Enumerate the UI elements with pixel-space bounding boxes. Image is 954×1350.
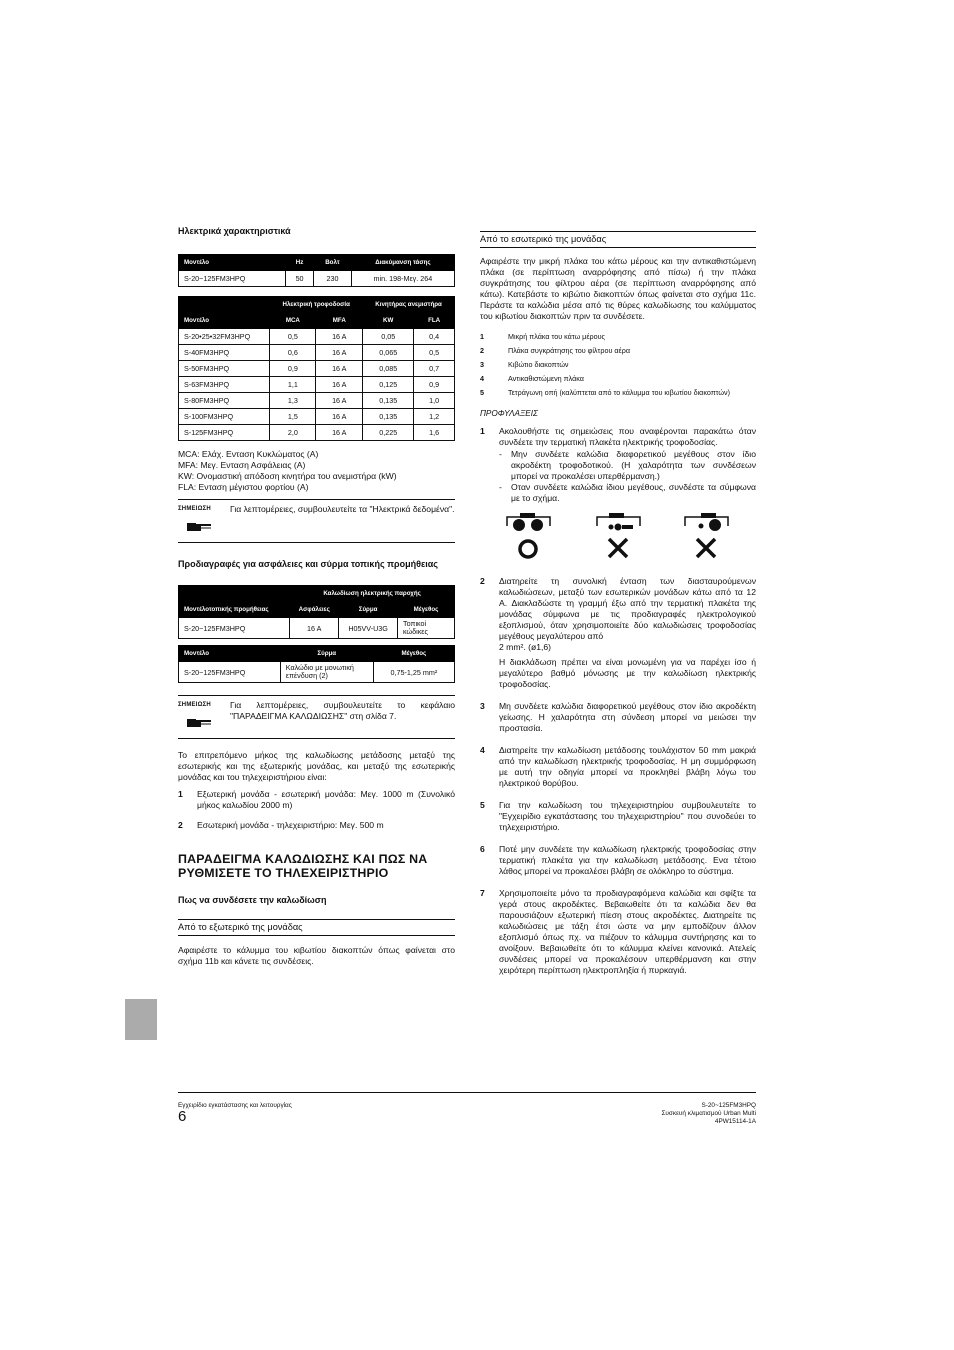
cell: 0,5 xyxy=(270,329,316,345)
list-item xyxy=(178,789,455,811)
th-empty xyxy=(179,586,290,602)
table-body xyxy=(179,329,455,441)
footer-product: Συσκευή κλιματισμού Urban Multi xyxy=(661,1110,756,1117)
caution-text: Διατηρείτε τη συνολική ένταση των διασταυρούμενων καλωδιώσεων, μεταξύ των εσωτερικών μονάδων κάτω από τα 12 A. Διακλαδώστε τη γραμμή έξω από την τερματική πλακέτα της μονάδας σύμφωνα με τις προδιαγραφές ηλεκτρολογικού εξοπλισμού, όταν χρησιμοποιείτε δύο καλωδιώσεις τροφοδοσίας μεγέθους μεγαλύτερου από xyxy=(499,576,756,641)
caution-text: Η διακλάδωση πρέπει να είναι μονωμένη για να παρέχει ίσο ή μεγαλύτερο βαθμό μόνωσης με την καλωδίωση ηλεκτρικής τροφοδοσίας. xyxy=(499,657,756,689)
cell: 0,75-1,25 mm² xyxy=(373,662,454,683)
item-text: Μικρή πλάκα του κάτω μέρους xyxy=(508,332,606,341)
list-item xyxy=(178,820,455,831)
caution-text: Χρησιμοποιείτε μόνο τα προδιαγραφόμενα καλώδια και σφίξτε τα γερά στους ακροδέκτες. Βεβαιωθείτε ότι τα καλώδια δεν θα παρουσιάζουν εξωτερική πίεση στους ακροδέκτες. Διατηρείτε τις καλωδιώσεις με τάξη έτσι ώστε να μην εμποδίζουν άλλον εξοπλισμό όπως πχ. να πιέζουν το κάλυμμα συντήρησης και το ανοίξουν. Βεβαιωθείτε ότι το κάλυμμα κλείνει κανονικά. Ατελείς συνδέσεις μπορεί να προκαλέσουν υπερθέρμανση και στην χειρότερη περίπτωση ηλεκτροπληξία ή πυρκαγιά. xyxy=(499,888,756,975)
th-hz: Hz xyxy=(286,255,314,271)
cell: 0,7 xyxy=(414,361,455,377)
item-text: Αντικαθιστώμενη πλάκα xyxy=(508,374,584,383)
cell: S-63FM3HPQ xyxy=(179,377,270,393)
cell: 0,225 xyxy=(363,425,414,441)
inside-text: Αφαιρέστε την μικρή πλάκα του κάτω μέρους και την αντικαθιστώμενη πλάκα (σε περίπτωση αναρρόφησης από πίσω) ή την πλάκα συγκράτησης του φίλτρου αέρα (σε περίπτωση αναρρόφησης από κάτω). Κατεβάστε το κιβώτιο διακοπτών όπως φαίνεται στο σχήμα 11c. Περάστε τα καλώδια μέσα από τις θύρες καλωδίωσης του καλύμματος του κιβωτίου διακοπτών πριν τα συνδέσετε. xyxy=(480,256,756,321)
figure-wrong-1 xyxy=(597,513,640,557)
caution-item: 6 Ποτέ μην συνδέετε την καλωδίωση ηλεκτρικής τροφοδοσίας στην τερματική πλακέτα για την καλωδίωση μετάδοσης. Ενα τέτοιο λάθος μπορεί να προκαλέσει βλάβη σε ολόκληρο το σύστημα. xyxy=(480,844,756,876)
table-row xyxy=(179,329,455,345)
note-label-text: ΣΗΜΕΙΩΣΗ xyxy=(178,506,211,512)
th-size: Μέγεθος xyxy=(373,646,454,662)
list-item xyxy=(480,332,756,341)
item-number: 3 xyxy=(480,360,484,369)
th-mca: MCA xyxy=(270,313,316,329)
th-model: Μοντέλοτοπικής προμήθειας xyxy=(179,602,290,618)
legend xyxy=(178,449,455,493)
caution-item: 1 Ακολουθήστε τις σημειώσεις που αναφέρονται παρακάτω όταν συνδέετε την τερματική πλακέτα ηλεκτρικής τροφοδοσίας. - Μην συνδέετε καλώδια διαφορετικού μεγέθους στον ίδιο ακροδέκτη τροφοδοτικού. (Η χαλαρότητα των συνδέσεων μπορεί να προκαλέσει υπερθέρμανση.) - Οταν συνδέετε καλώδια ίδιου μεγέθους, συνδέστε τα σύμφωνα με το σχήμα. xyxy=(480,426,756,564)
footer-manual-title: Εγχειρίδιο εγκατάστασης και λειτουργίας xyxy=(178,1102,292,1109)
item-text: Τετράγωνη οπή (καλύπτεται από το κάλυμμα του κιβωτίου διακοπτών) xyxy=(508,388,731,397)
item-number: 1 xyxy=(178,789,183,799)
cell: min. 198-Μεγ. 264 xyxy=(351,271,454,287)
dash-item: - Οταν συνδέετε καλώδια ίδιου μεγέθους, συνδέστε τα σύμφωνα με το σχήμα. xyxy=(499,482,756,503)
note-text: Για λεπτομέρειες, συμβουλευτείτε το κεφάλαιο "ΠΑΡΑΔΕΙΓΜΑ ΚΑΛΩΔΙΩΣΗΣ" στη σλίδα 7. xyxy=(230,700,455,721)
terminal-connection-figure xyxy=(505,511,750,561)
item-text: Πλάκα συγκράτησης του φίλτρου αέρα xyxy=(508,346,630,355)
right-column xyxy=(480,231,756,976)
table-fuse xyxy=(178,585,455,639)
note-hand-icon xyxy=(187,716,213,728)
figure-correct xyxy=(507,513,550,557)
th-mfa: MFA xyxy=(316,313,363,329)
parts-list xyxy=(480,332,756,397)
cell: 1,0 xyxy=(414,393,455,409)
cell: 2,0 xyxy=(270,425,316,441)
item-number: 4 xyxy=(480,374,484,383)
note-box xyxy=(178,695,455,739)
cell: 0,4 xyxy=(414,329,455,345)
caution-text: Ακολουθήστε τις σημειώσεις που αναφέρονται παρακάτω όταν συνδέετε την τερματική πλακέτα ηλεκτρικής τροφοδοσίας. xyxy=(499,426,756,447)
cell: S-80FM3HPQ xyxy=(179,393,270,409)
cell: 0,9 xyxy=(414,377,455,393)
list-item xyxy=(480,374,756,383)
th-voltage-range: Διακύμανση τάσης xyxy=(351,255,454,271)
list-item xyxy=(480,360,756,369)
table-electrical xyxy=(178,296,455,441)
cell: 0,5 xyxy=(414,345,455,361)
note-label xyxy=(178,700,230,733)
left-column xyxy=(178,226,455,967)
caution-heading: ΠΡΟΦΥΛΑΞΕΙΣ xyxy=(480,409,538,418)
caution-item: 5 Για την καλωδίωση του τηλεχειριστηρίου συμβουλευτείτε το "Εγχειρίδιο εγκατάστασης του τηλεχειριστηρίου" που συνοδεύει το τηλεχειριστήριο. xyxy=(480,800,756,832)
caution-text: Μη συνδέετε καλώδια διαφορετικού μεγέθους στον ίδιο ακροδέκτη γείωσης. Η χαλαρότητα στη σύνδεση μπορεί να μειώσει την προστασία. xyxy=(499,701,756,733)
th-size: Μέγεθος xyxy=(398,602,455,618)
table-row xyxy=(179,662,455,683)
cell: 16 A xyxy=(316,361,363,377)
cell: 16 A xyxy=(316,329,363,345)
th-kw: KW xyxy=(363,313,414,329)
cell: 1,6 xyxy=(414,425,455,441)
cell: S-20~125FM3HPQ xyxy=(179,618,290,639)
note-box xyxy=(178,499,455,543)
item-number: 5 xyxy=(480,388,484,397)
legend-item: KW: Ονομαστική απόδοση κινητήρα του ανεμιστήρα (kW) xyxy=(178,471,397,481)
cell: S-20~125FM3HPQ xyxy=(179,271,286,287)
cell: 1,5 xyxy=(270,409,316,425)
legend-item: FLA: Ενταση μέγιστου φορτίου (A) xyxy=(178,482,309,492)
th-fla: FLA xyxy=(414,313,455,329)
cell: 0,05 xyxy=(363,329,414,345)
section-title-electrical: Ηλεκτρικά χαρακτηριστικά xyxy=(178,226,291,236)
cell: 16 A xyxy=(316,425,363,441)
footer-rule xyxy=(178,1092,756,1093)
cell: H05VV-U3G xyxy=(339,618,398,639)
section-title-fuse: Προδιαγραφές για ασφάλειες και σύρμα τοπικής προμήθειας xyxy=(178,559,438,569)
cell: 1,3 xyxy=(270,393,316,409)
item-text: Εξωτερική μονάδα - εσωτερική μονάδα: Μεγ. 1000 m (Συνολικό μήκος καλωδίου 2000 m) xyxy=(197,789,455,810)
th-model: Μοντέλο xyxy=(179,646,281,662)
dash-text: Οταν συνδέετε καλώδια ίδιου μεγέθους, συνδέστε τα σύμφωνα με το σχήμα. xyxy=(511,482,756,503)
caution-item: 4 Διατηρείτε την καλωδίωση μετάδοσης τουλάχιστον 50 mm μακριά από την καλωδίωση ηλεκτρικής τροφοδοσίας. Η μη συμμόρφωση με αυτή την οδηγία μπορεί να προκληθεί βλάβη λόγω του ηλεκτρικού θορύβου. xyxy=(480,745,756,788)
page-number: 6 xyxy=(178,1108,187,1125)
subsection-title-howto: Πως να συνδέσετε την καλωδίωση xyxy=(178,895,327,905)
th-volt: Βολτ xyxy=(314,255,352,271)
legend-item: MCA: Ελάχ. Ενταση Κυκλώματος (A) xyxy=(178,449,319,459)
subhead-inside: Από το εσωτερικό της μονάδας xyxy=(480,231,756,248)
cell: S-125FM3HPQ xyxy=(179,425,270,441)
footer-model: S-20~125FM3HPQ xyxy=(701,1102,756,1109)
cell: S-50FM3HPQ xyxy=(179,361,270,377)
item-text: Εσωτερική μονάδα - τηλεχειριστήριο: Μεγ. 500 m xyxy=(197,820,384,830)
footer-doc-code: 4PW15114-1A xyxy=(714,1118,756,1125)
subhead-outside: Από το εξωτερικό της μονάδας xyxy=(178,919,455,936)
cell: Καλώδιο με μονωτική επένδυση (2) xyxy=(280,662,373,683)
table-row xyxy=(179,409,455,425)
th-fan-motor: Κινητήρας ανεμιστήρα xyxy=(363,297,455,313)
footer-right xyxy=(661,1102,756,1126)
section-heading-wiring-example: ΠΑΡΑΔΕΙΓΜΑ ΚΑΛΩΔΙΩΣΗΣ ΚΑΙ ΠΩΣ ΝΑ ΡΥΘΜΙΣΕΤΕ ΤΟ ΤΗΛΕΧΕΙΡΙΣΤΗΡΙΟ xyxy=(178,852,428,880)
th-supply-wiring: Καλωδίωση ηλεκτρικής παροχής xyxy=(290,586,455,602)
cell: Τοπικοί κώδικες xyxy=(398,618,455,639)
table-transmission xyxy=(178,645,455,683)
table-row xyxy=(179,425,455,441)
outside-text: Αφαιρέστε το κάλυμμα του κιβωτίου διακοπτών όπως φαίνεται στο σχήμα 11b και κάνετε τις συνδέσεις. xyxy=(178,945,455,966)
caution-item: 3 Μη συνδέετε καλώδια διαφορετικού μεγέθους στον ίδιο ακροδέκτη γείωσης. Η χαλαρότητα στη σύνδεση μπορεί να μειώσει την προστασία. xyxy=(480,701,756,733)
table-row xyxy=(179,271,455,287)
cell: 0,135 xyxy=(363,409,414,425)
cell: S-40FM3HPQ xyxy=(179,345,270,361)
caution-item: 7 Χρησιμοποιείτε μόνο τα προδιαγραφόμενα καλώδια και σφίξτε τα γερά στους ακροδέκτες. Βεβαιωθείτε ότι τα καλώδια δεν θα παρουσιάζουν εξωτερική πίεση στους ακροδέκτες. Διατηρείτε τις καλωδιώσεις με τάξη έτσι ώστε να μην εμποδίζουν άλλον εξοπλισμό όπως πχ. να πιέζουν το κάλυμμα συντήρησης και το ανοίξουν. Βεβαιωθείτε ότι το κάλυμμα κλείνει κανονικά. Ατελείς συνδέσεις μπορεί να προκαλέσουν υπερθέρμανση και στην χειρότερη περίπτωση ηλεκτροπληξία ή πυρκαγιά. xyxy=(480,888,756,975)
cell: S-20•25•32FM3HPQ xyxy=(179,329,270,345)
figure-wrong-2 xyxy=(685,513,728,557)
th-wire: Σύρμα xyxy=(339,602,398,618)
cell: 16 A xyxy=(316,393,363,409)
table-frequency xyxy=(178,254,455,287)
caution-item: 2 Διατηρείτε τη συνολική ένταση των διασταυρούμενων καλωδιώσεων, μεταξύ των εσωτερικών μονάδων κάτω από τα 12 A. Διακλαδώστε τη γραμμή έξω από την τερματική πλακέτα της μονάδας σύμφωνα με τις προδιαγραφές ηλεκτρολογικού εξοπλισμού, όταν χρησιμοποιείτε δύο καλωδιώσεις τροφοδοσίας μεγέθους μεγαλύτερου από 2 mm². (ø1,6) Η διακλάδωση πρέπει να είναι μονωμένη για να παρέχει ίσο ή μεγαλύτερο βαθμό μόνωσης με την καλωδίωση ηλεκτρικής τροφοδοσίας. xyxy=(480,576,756,689)
cell: 50 xyxy=(286,271,314,287)
cell: 0,085 xyxy=(363,361,414,377)
cell: 0,065 xyxy=(363,345,414,361)
list-item xyxy=(480,388,756,397)
dash-item: - Μην συνδέετε καλώδια διαφορετικού μεγέθους στον ίδιο ακροδέκτη τροφοδοτικού. (Η χαλαρότητα των συνδέσεων μπορεί να προκαλέσει υπερθέρμανση.) xyxy=(499,449,756,481)
table-row xyxy=(179,345,455,361)
item-number: 2 xyxy=(178,820,183,830)
th-model: Μοντέλο xyxy=(179,255,286,271)
th-fuses: Ασφάλειες xyxy=(290,602,339,618)
cell: 230 xyxy=(314,271,352,287)
th-power-supply: Ηλεκτρική τροφοδοσία xyxy=(270,297,363,313)
table-row xyxy=(179,361,455,377)
cell: 0,125 xyxy=(363,377,414,393)
legend-item: MFA: Μεγ. Ενταση Ασφάλειας (A) xyxy=(178,460,306,470)
cell: 16 A xyxy=(316,409,363,425)
table-row xyxy=(179,377,455,393)
caution-text: Ποτέ μην συνδέετε την καλωδίωση ηλεκτρικής τροφοδοσίας στην τερματική πλακέτα για την καλωδίωση μετάδοσης. Ενα τέτοιο λάθος μπορεί να προκαλέσει βλάβη σε ολόκληρο το σύστημα. xyxy=(499,844,756,876)
caution-text: Για την καλωδίωση του τηλεχειριστηρίου συμβουλευτείτε το "Εγχειρίδιο εγκατάστασης του τηλεχειριστηρίου" που συνοδεύει το τηλεχειριστήριο. xyxy=(499,800,756,832)
cell: 0,135 xyxy=(363,393,414,409)
chapter-tab xyxy=(125,999,157,1040)
dash-text: Μην συνδέετε καλώδια διαφορετικού μεγέθους στον ίδιο ακροδέκτη τροφοδοτικού. (Η χαλαρότητα των συνδέσεων μπορεί να προκαλέσει υπερθέρμανση.) xyxy=(511,449,756,481)
cell: 1,2 xyxy=(414,409,455,425)
list-item xyxy=(480,346,756,355)
note-label-text: ΣΗΜΕΙΩΣΗ xyxy=(178,702,211,708)
cell: 16 A xyxy=(290,618,339,639)
item-number: 2 xyxy=(480,346,484,355)
th-wire: Σύρμα xyxy=(280,646,373,662)
length-intro: Το επιτρεπόμενο μήκος της καλωδίωσης μετάδοσης μεταξύ της εσωτερικής και της εξωτερικής μονάδας, και μεταξύ της εσωτερικής μονάδας και του τηλεχειριστήριου είναι: xyxy=(178,750,455,782)
cell: S-100FM3HPQ xyxy=(179,409,270,425)
cell: 16 A xyxy=(316,345,363,361)
item-text: Κιβώτιο διακοπτών xyxy=(508,360,569,369)
cell: 1,1 xyxy=(270,377,316,393)
table-row xyxy=(179,618,455,639)
cell: 16 A xyxy=(316,377,363,393)
cell: 0,6 xyxy=(270,345,316,361)
caution-text: Διατηρείτε την καλωδίωση μετάδοσης τουλάχιστον 50 mm μακριά από την καλωδίωση ηλεκτρικής τροφοδοσίας. Η μη συμμόρφωση με αυτή την οδηγία μπορεί να προκληθεί βλάβη λόγω του ηλεκτρικού θορύβου. xyxy=(499,745,756,788)
cell: S-20~125FM3HPQ xyxy=(179,662,281,683)
cell: 0,9 xyxy=(270,361,316,377)
note-label xyxy=(178,504,230,537)
note-hand-icon xyxy=(187,520,213,532)
table-row xyxy=(179,393,455,409)
item-number: 1 xyxy=(480,332,484,341)
note-text: Για λεπτομέρειες, συμβουλευτείτε τα "Ηλεκτρικά δεδομένα". xyxy=(230,504,455,514)
th-model: Μοντέλο xyxy=(179,297,270,329)
caution-text: 2 mm². (ø1,6) xyxy=(499,642,552,652)
